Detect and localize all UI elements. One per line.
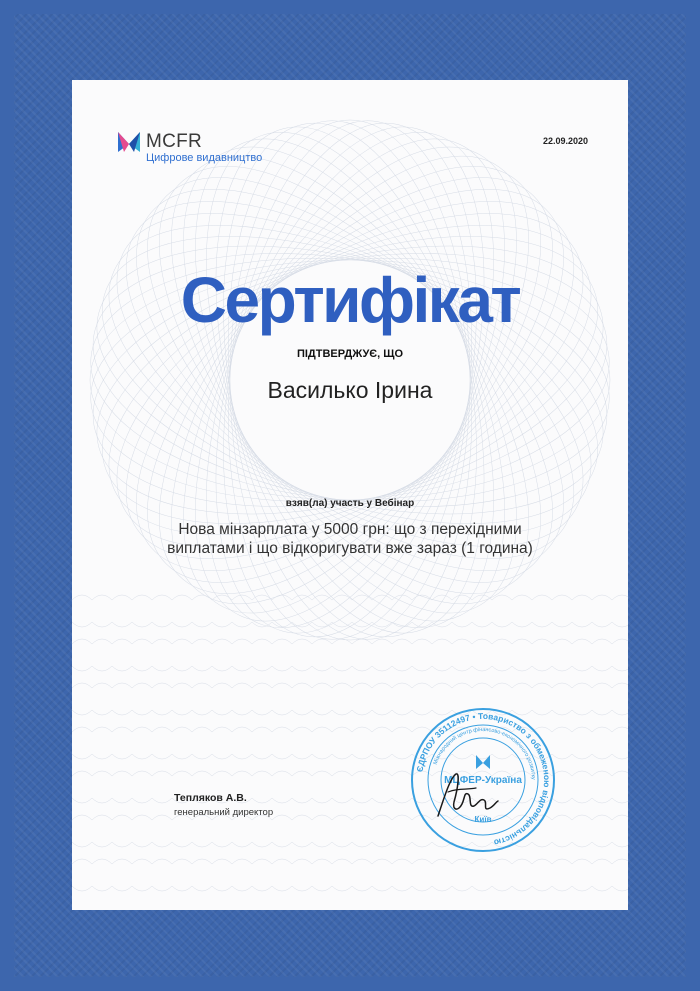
stamp-center-text: МЦФЕР-Україна bbox=[444, 775, 522, 786]
brand-subtitle: Цифрове видавництво bbox=[146, 152, 263, 164]
stamp-logo-icon bbox=[476, 755, 490, 769]
issue-date: 22.09.2020 bbox=[542, 136, 588, 146]
signer-name: Тепляков А.В. bbox=[174, 792, 247, 804]
certificate-sheet bbox=[72, 80, 628, 910]
brand-name: MCFR bbox=[146, 131, 203, 152]
guilloche-wave bbox=[72, 683, 628, 688]
webinar-title bbox=[122, 520, 578, 558]
recipient-name: Василько Ірина bbox=[267, 377, 433, 403]
certificate-title: Сертифікат bbox=[180, 264, 520, 336]
webinar-title-line-2: виплатами і що відкоригувати вже зараз (1 година) bbox=[167, 540, 533, 557]
guilloche-wave bbox=[72, 666, 628, 671]
participation-label: взяв(ла) участь у Вебінар bbox=[285, 498, 415, 509]
mcfr-logo-mark-icon bbox=[118, 132, 140, 152]
stamp-inner-text: Міжнародний центр фінансово-економічного розвитку bbox=[432, 726, 537, 780]
guilloche-wave bbox=[72, 859, 628, 864]
stamp-outer-text: ЄДРПОУ 35112497 • Товариство з обмеженою відповідальністю bbox=[414, 710, 553, 849]
confirms-label: ПІДТВЕРДЖУЄ, ЩО bbox=[296, 348, 404, 360]
webinar-title-line-1: Нова мінзарплата у 5000 грн: що з перехідними bbox=[178, 521, 522, 538]
guilloche-wave bbox=[72, 622, 628, 627]
handwritten-signature bbox=[430, 768, 500, 823]
guilloche-wave bbox=[72, 886, 628, 891]
stamp-city: Київ bbox=[474, 815, 492, 824]
signer-role: генеральний директор bbox=[174, 807, 274, 818]
